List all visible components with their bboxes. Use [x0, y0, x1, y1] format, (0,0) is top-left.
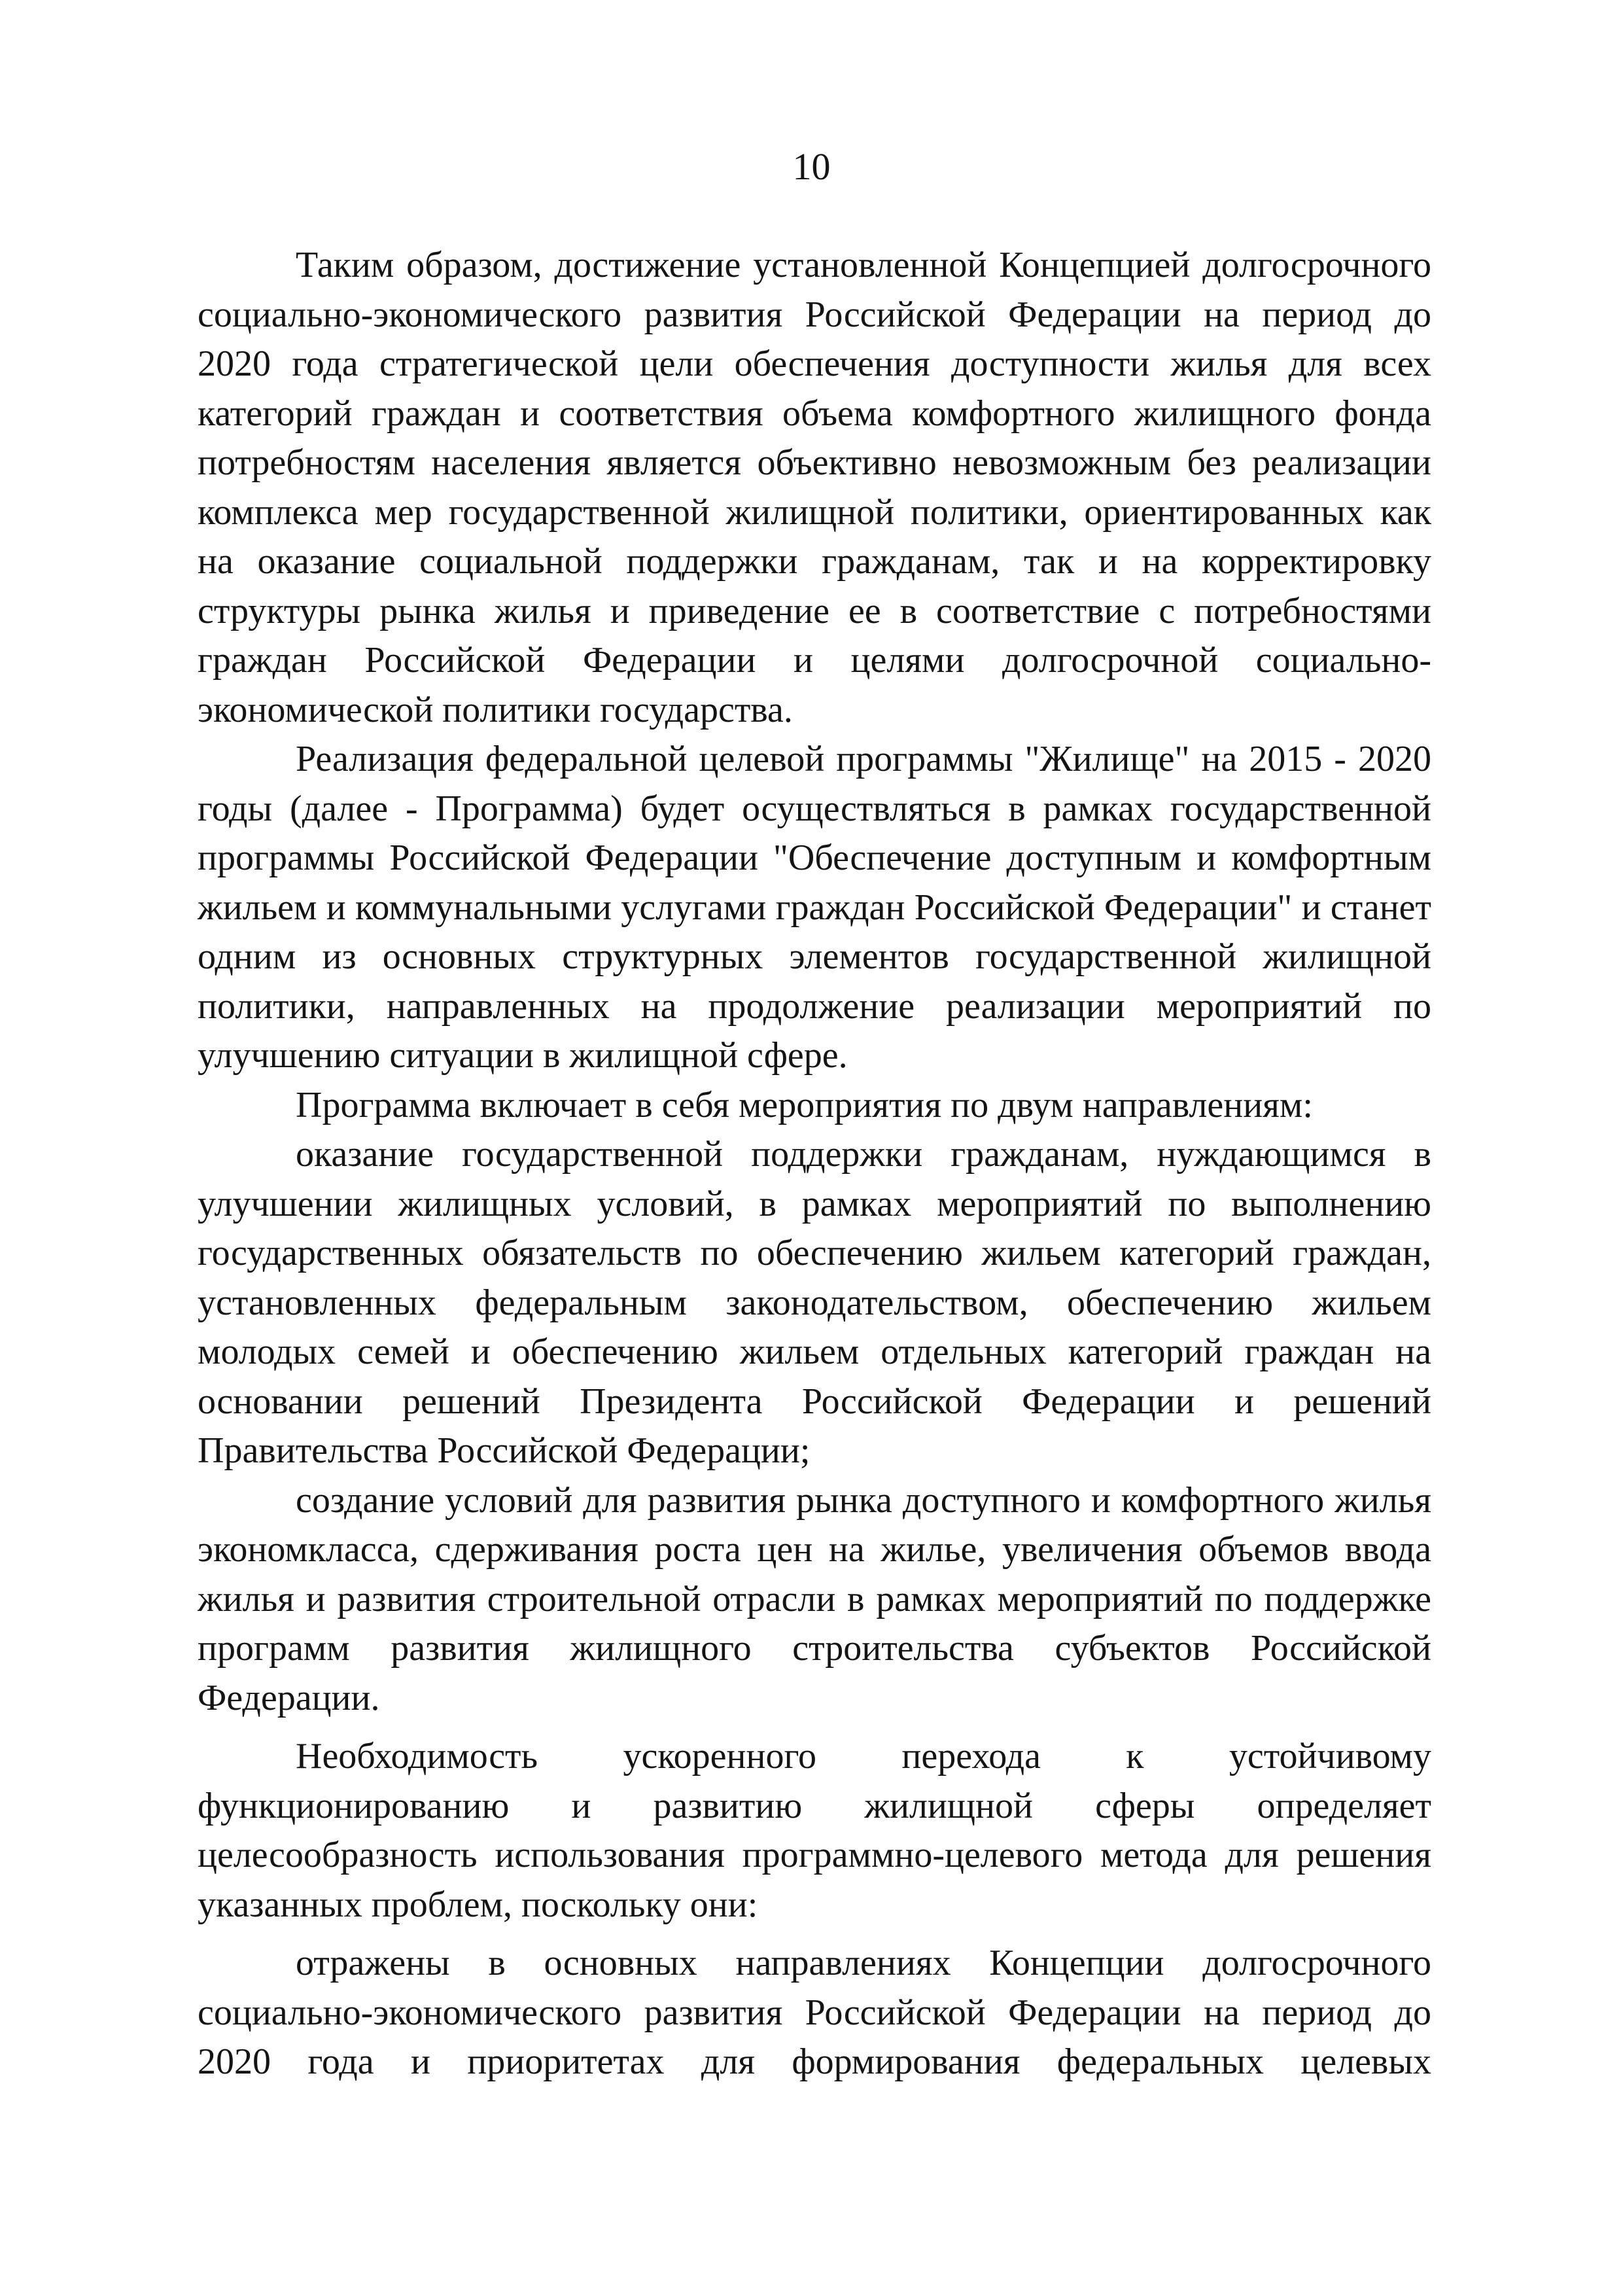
- continued-paragraph-wrapper: [198, 1939, 1431, 2087]
- paragraph-strategic-goal: Таким образом, достижение установленной Концепцией долгосрочного социально-экономического развития Российской Федерации на период до 2020 года стратегической цели обеспечения доступности жилья для всех категорий граждан и соответствия объема комфортного жилищного фонда потребностям населения является объективно невозможным без реализации комплекса мер государственной жилищной политики, ориентированных как на оказание социальной поддержки гражданам, так и на корректировку структуры рынка жилья и приведение ее в соответствие с потребностями граждан Российской Федерации и целями долгосрочной социально-экономической политики государства.: [198, 245, 1431, 730]
- paragraph-program-method: Необходимость ускоренного перехода к устойчивому функционированию и развитию жилищной сферы определяет целесообразность использования программно-целевого метода для решения указанных проблем, поскольку они:: [198, 1736, 1431, 1925]
- page-number: 10: [792, 145, 831, 188]
- paragraph-program-directions: Программа включает в себя мероприятия по двум направлениям:: [296, 1084, 1313, 1125]
- paragraph-program-implementation: Реализация федеральной целевой программы "Жилище" на 2015 - 2020 годы (далее - Программа) будет осуществляться в рамках государственной программы Российской Федерации "Обеспечение доступным и комфортным жильем и коммунальными услугами граждан Российской Федерации" и станет одним из основных структурных элементов государственной жилищной политики, направленных на продолжение реализации мероприятий по улучшению ситуации в жилищной сфере.: [198, 739, 1431, 1076]
- paragraph-concept-directions: отражены в основных направлениях Концепции долгосрочного социально-экономического развития Российской Федерации на период до 2020 года и приоритетах для формирования федеральных целевых: [198, 1943, 1431, 2082]
- paragraph-state-support: оказание государственной поддержки гражданам, нуждающимся в улучшении жилищных условий, в рамках мероприятий по выполнению государственных обязательств по обеспечению жильем категорий граждан, установленных федеральным законодательством, обеспечению жильем молодых семей и обеспечению жильем отдельных категорий граждан на основании решений Президента Российской Федерации и решений Правительства Российской Федерации;: [198, 1134, 1431, 1471]
- document-body: [198, 241, 1431, 2087]
- paragraph-market-conditions: создание условий для развития рынка доступного и комфортного жилья экономкласса, сдерживания роста цен на жилье, увеличения объемов ввода жилья и развития строительной отрасли в рамках мероприятий по поддержке программ развития жилищного строительства субъектов Российской Федерации.: [198, 1479, 1431, 1718]
